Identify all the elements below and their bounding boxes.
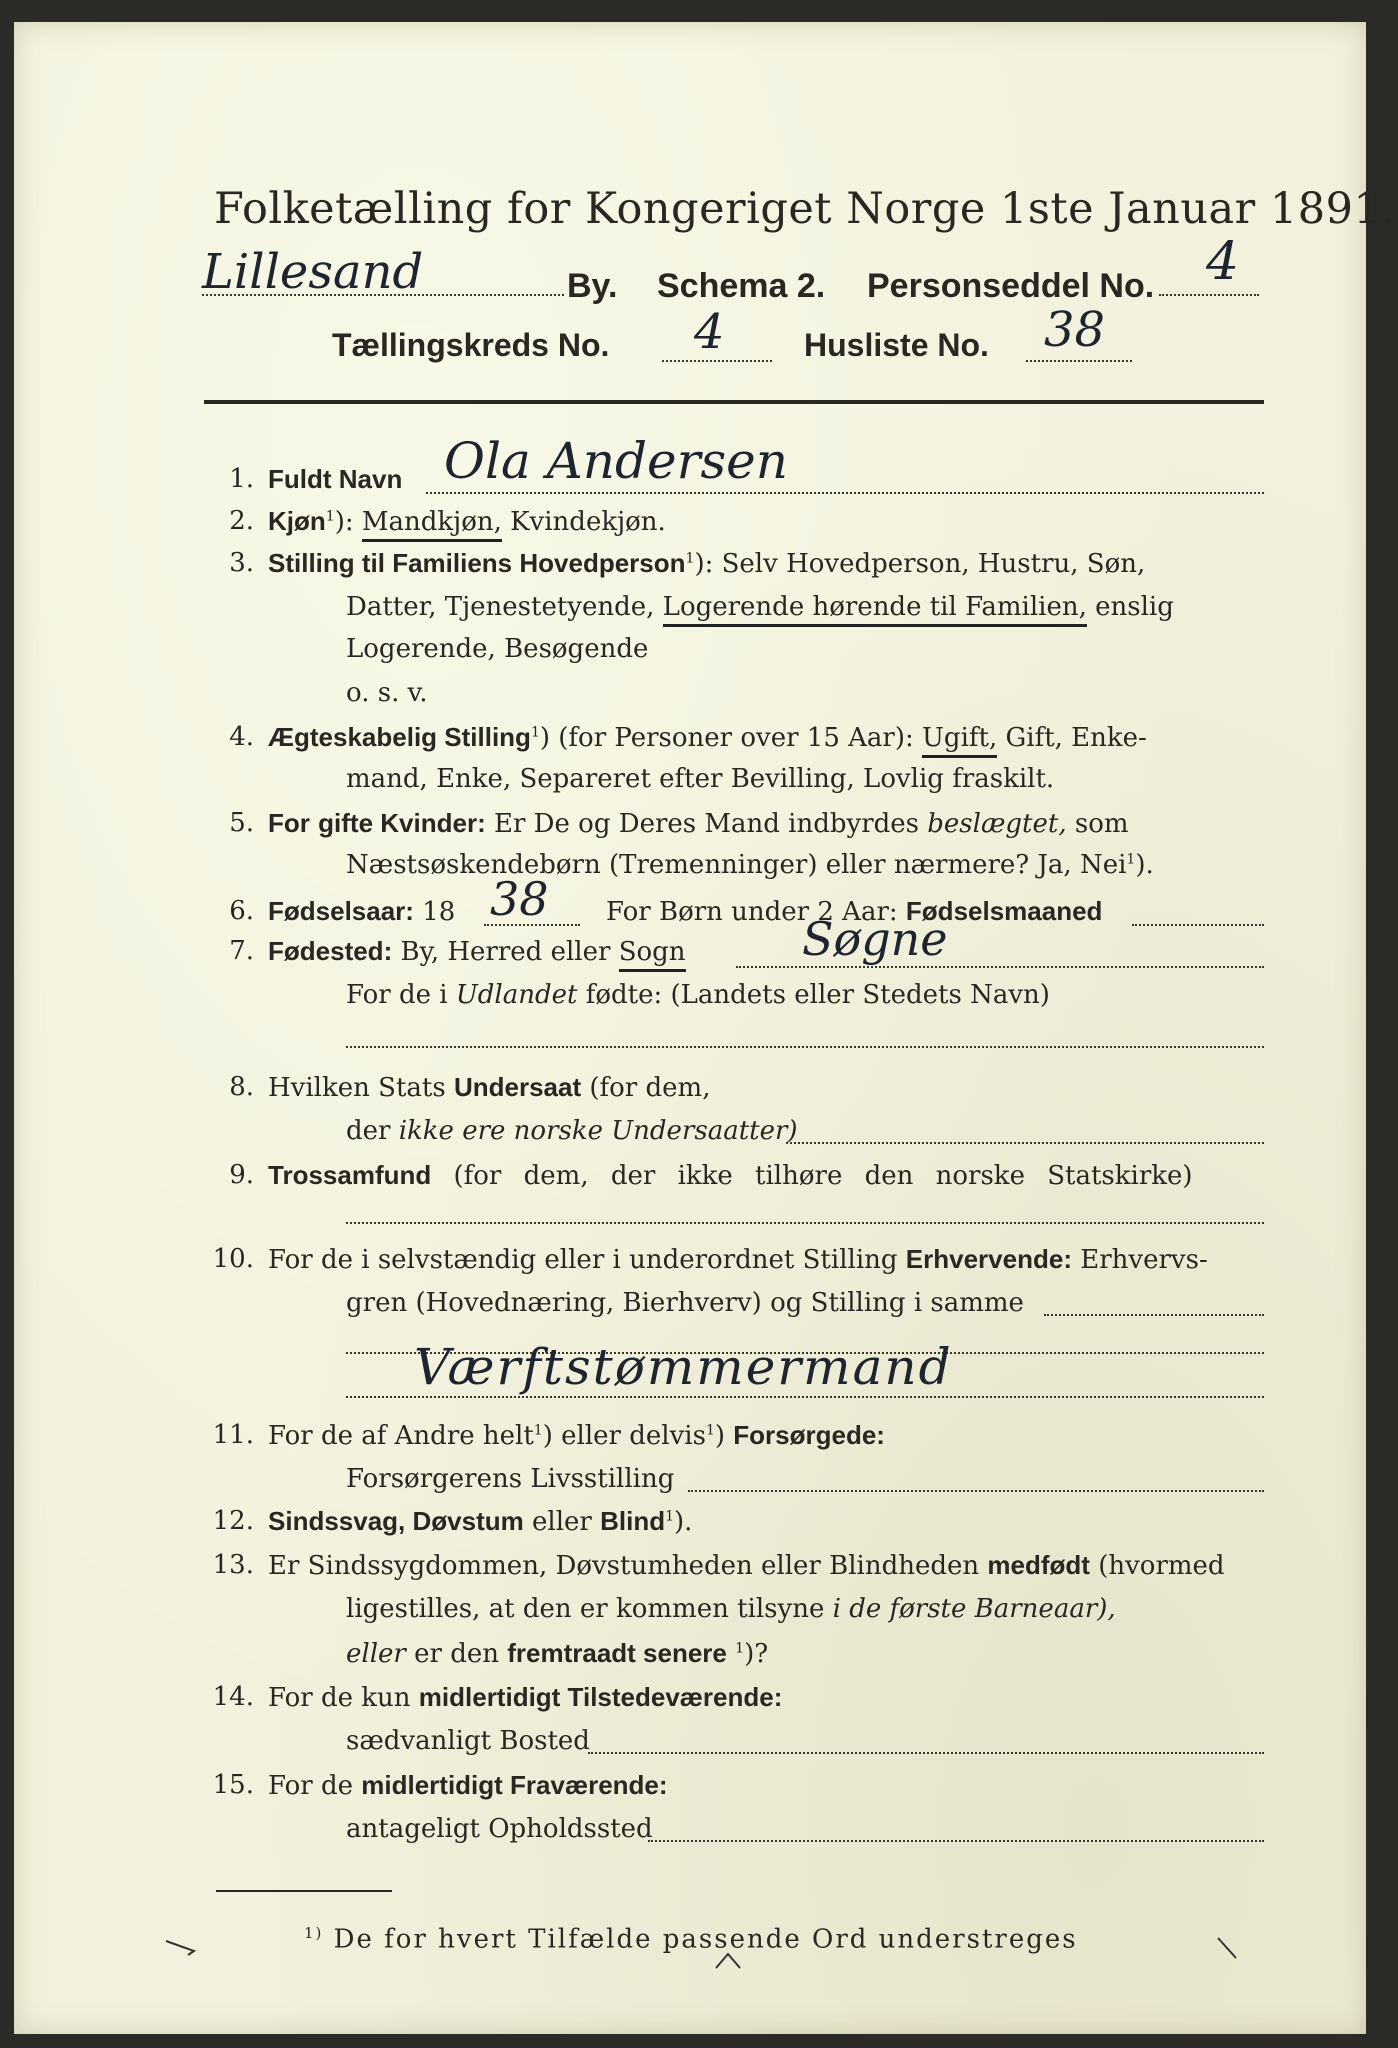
forsorgede-label: Forsørgede: xyxy=(733,1420,885,1450)
tilstedevaerende-label: midlertidigt Tilstedeværende: xyxy=(418,1682,783,1712)
item-number: 6. xyxy=(229,896,254,926)
undersaat-text: (for dem, xyxy=(589,1073,711,1103)
medfodt-text: Er Sindssygdommen, Døvstumheden eller Blindheden xyxy=(268,1551,980,1581)
fodselsaar-label: Fødselsaar: xyxy=(268,896,414,926)
item-number: 3. xyxy=(229,548,254,578)
fodested-udland-dotted-line xyxy=(346,1046,1264,1048)
fodested-text: fødte: (Landets eller Stedets Navn) xyxy=(585,980,1050,1010)
erhverv-dotted-line xyxy=(1044,1314,1264,1316)
sindssvag-row: Sindssvag, Døvstum eller Blind$^1$). xyxy=(268,1506,693,1537)
footnote xyxy=(304,1924,1078,1955)
by-label: By. xyxy=(567,267,618,305)
aegteskab-label: Ægteskabelig Stilling xyxy=(268,722,531,752)
fuldt-navn-label: Fuldt Navn xyxy=(268,464,403,494)
trossamfund-row xyxy=(268,1160,1193,1191)
stilling-label: Stilling til Familiens Hovedperson xyxy=(268,548,686,578)
census-sheet xyxy=(14,22,1396,2034)
erhverv-text: gren (Hovednæring, Bierhverv) og Stilling i samme xyxy=(346,1288,1024,1318)
kreds-label: Tællingskreds No. xyxy=(332,327,610,363)
personseddel-label: Personseddel No. xyxy=(867,267,1155,305)
item-number: 2. xyxy=(229,506,254,536)
undersaat-text-italic: ikke ere norske Undersaatter) xyxy=(398,1116,798,1146)
item-number: 5. xyxy=(229,808,254,838)
fodested-text-italic: Udlandet xyxy=(455,980,578,1010)
fravaerende-label: midlertidigt Fraværende: xyxy=(361,1770,668,1800)
fodested-line2 xyxy=(346,980,1050,1010)
undersaat-label: Undersaat xyxy=(453,1072,582,1102)
medfodt-text: (hvormed xyxy=(1098,1551,1225,1581)
schema-label: Schema 2. xyxy=(657,267,826,305)
stilling-text: Logerende, Besøgende xyxy=(346,634,649,664)
forsorgede-text: Forsørgerens Livsstilling xyxy=(346,1464,675,1494)
footnote-mark: 1) xyxy=(304,1924,324,1942)
medfodt-text: er den xyxy=(414,1639,499,1669)
gifte-line2: Næstsøskendebørn (Tremenninger) eller nærmere? Ja, Nei$^1$). xyxy=(346,850,1154,880)
undersaat-row xyxy=(268,1072,710,1103)
sindssvag-text: eller xyxy=(532,1507,592,1537)
gifte-text: Næstsøskendebørn (Tremenninger) eller nærmere? Ja, Nei xyxy=(346,850,1127,880)
gifte-text: som xyxy=(1074,809,1129,839)
item-number: 14. xyxy=(212,1682,254,1712)
fremtraadt-label: fremtraadt senere xyxy=(507,1638,727,1668)
stilling-text: o. s. v. xyxy=(346,678,428,708)
trossamfund-label: Trossamfund xyxy=(268,1160,432,1190)
fodselsaar-prefix: 18 xyxy=(422,897,456,927)
header-rule xyxy=(204,400,1264,404)
trossamfund-dotted-line xyxy=(346,1222,1264,1224)
medfodt-text: ligestilles, at den er kommen tilsyne xyxy=(346,1594,825,1624)
fodested-text: For de i xyxy=(346,980,448,1010)
fodselsmaaned-text: For Børn under 2 Aar: xyxy=(606,897,898,927)
town-dotted-line xyxy=(202,294,564,296)
pencil-mark-icon xyxy=(1214,1934,1244,1964)
medfodt-text-italic: i de første Barneaar), xyxy=(832,1594,1116,1624)
sindssvag-label: Sindssvag, Døvstum xyxy=(268,1506,524,1536)
fodested-dotted-line xyxy=(736,966,1264,968)
forsorgede-row: For de af Andre helt$^1$) eller delvis$^1$) Forsørgede: xyxy=(268,1420,885,1451)
aegteskab-text: Gift, Enke- xyxy=(1005,723,1147,753)
town-handwritten: Lillesand xyxy=(202,244,424,300)
kjon-label: Kjøn xyxy=(268,506,326,536)
personseddel-no: 4 xyxy=(1206,232,1240,292)
aegteskab-text: (for Personer over 15 Aar): xyxy=(558,723,914,753)
aegteskab-text: mand, Enke, Separeret efter Bevilling, Lovlig fraskilt. xyxy=(346,764,1055,794)
medfodt-row xyxy=(268,1550,1225,1581)
blind-label: Blind xyxy=(600,1506,666,1536)
bosted-dotted-line xyxy=(588,1752,1264,1754)
fuldt-navn-value: Ola Andersen xyxy=(444,432,788,490)
stilling-row: Stilling til Familiens Hovedperson$^1$): Selv Hovedperson, Hustru, Søn, xyxy=(268,548,1146,579)
pencil-mark-icon xyxy=(714,1950,744,1972)
tilstedevaerende-text: For de kun xyxy=(268,1683,411,1713)
kjon-option: Kvindekjøn. xyxy=(510,507,666,537)
item-number: 11. xyxy=(212,1420,254,1450)
item-number: 10. xyxy=(212,1244,254,1274)
aegteskab-sup: 1 xyxy=(530,724,540,741)
item-number: 9. xyxy=(229,1160,254,1190)
erhverv-dotted-line-3 xyxy=(346,1396,1264,1398)
item-number: 7. xyxy=(229,936,254,966)
item-number: 8. xyxy=(229,1072,254,1102)
undersaat-text: Hvilken Stats xyxy=(268,1073,446,1103)
medfodt-line2 xyxy=(346,1594,1116,1624)
personseddel-dotted-line xyxy=(1159,294,1259,296)
item-number: 1. xyxy=(229,464,254,494)
stilling-text: Selv Hovedperson, Hustru, Søn, xyxy=(721,549,1146,579)
stilling-sup: 1 xyxy=(685,550,695,567)
forsorgede-text: For de af Andre helt xyxy=(268,1421,534,1451)
husliste-no: 38 xyxy=(1044,302,1106,358)
erhverv-value: Værftstømmermand xyxy=(414,1338,953,1396)
opholdssted-dotted-line xyxy=(648,1840,1264,1842)
footnote-text: De for hvert Tilfælde passende Ord understreges xyxy=(333,1924,1078,1955)
medfodt-line3: eller er den fremtraadt senere $^1$)? xyxy=(346,1638,769,1669)
erhverv-text: For de i selvstændig eller i underordnet Stilling xyxy=(268,1245,898,1275)
gifte-label: gifte Kvinder: xyxy=(318,808,486,838)
tilstedevaerende-row xyxy=(268,1682,782,1713)
item-number: 12. xyxy=(212,1506,254,1536)
kjon-sup: 1 xyxy=(325,508,335,525)
item-number: 4. xyxy=(229,722,254,752)
fuldt-navn-dotted-line xyxy=(426,492,1264,494)
husliste-label: Husliste No. xyxy=(804,327,989,363)
undersaat-text: der xyxy=(346,1116,391,1146)
aegteskab-row: Ægteskabelig Stilling$^1$) (for Personer over 15 Aar): Ugift, Gift, Enke- xyxy=(268,722,1147,753)
fodselsmaaned-dotted-line xyxy=(1132,924,1264,926)
gifte-text-italic: beslægtet, xyxy=(927,809,1067,839)
tilstedevaerende-text: sædvanligt Bosted xyxy=(346,1726,590,1756)
fodested-selected-option: Sogn xyxy=(619,937,686,972)
trossamfund-text: (for dem, der ikke tilhøre den norske Statskirke) xyxy=(453,1161,1193,1191)
fodselsaar-value: 38 xyxy=(490,872,549,926)
fodselsaar-dotted-line xyxy=(484,924,580,926)
undersaat-line2 xyxy=(346,1116,798,1146)
erhverv-row xyxy=(268,1244,1208,1275)
kreds-dotted-line xyxy=(662,360,772,362)
undersaat-dotted-line xyxy=(786,1142,1264,1144)
forsorgede-dotted-line xyxy=(688,1490,1264,1492)
aegteskab-selected-option: Ugift, xyxy=(922,723,997,758)
pencil-mark-icon xyxy=(164,1937,204,1957)
medfodt-label: medfødt xyxy=(987,1550,1090,1580)
fodested-text: By, Herred eller xyxy=(400,937,611,967)
stilling-selected-option: Logerende hørende til Familien, xyxy=(663,592,1087,627)
kjon-selected-option: Mandkjøn, xyxy=(362,507,502,542)
fodselsaar-row xyxy=(268,896,455,927)
fodested-row xyxy=(268,936,686,967)
stilling-line2 xyxy=(346,592,1174,622)
kreds-no: 4 xyxy=(694,304,725,360)
stilling-text: enslig xyxy=(1095,592,1174,622)
forsorgede-text: eller delvis xyxy=(561,1421,706,1451)
gifte-row xyxy=(268,808,1129,839)
erhverv-label: Erhvervende: xyxy=(905,1244,1072,1274)
husliste-dotted-line xyxy=(1026,360,1132,362)
form-title: Folketælling for Kongeriget Norge 1ste Januar 1891. xyxy=(214,184,1396,234)
fravaerende-text: For de xyxy=(268,1771,353,1801)
fodested-value: Søgne xyxy=(802,912,948,966)
gifte-text: Er De og Deres Mand indbyrdes xyxy=(494,809,920,839)
gifte-label-pre: For xyxy=(268,808,310,838)
footnote-rule xyxy=(216,1890,392,1892)
kjon-row: Kjøn$^1$): Mandkjøn, Kvindekjøn. xyxy=(268,506,666,537)
medfodt-text-italic: eller xyxy=(346,1639,406,1669)
item-number: 15. xyxy=(212,1770,254,1800)
fravaerende-text: antageligt Opholdssted xyxy=(346,1814,653,1844)
fodselsmaaned-label: Fødselsmaaned xyxy=(905,896,1103,926)
fodested-label: Fødested: xyxy=(268,936,393,966)
fravaerende-row xyxy=(268,1770,668,1801)
erhverv-text: Erhvervs- xyxy=(1080,1245,1208,1275)
stilling-text: Datter, Tjenestetyende, xyxy=(346,592,655,622)
item-number: 13. xyxy=(212,1550,254,1580)
